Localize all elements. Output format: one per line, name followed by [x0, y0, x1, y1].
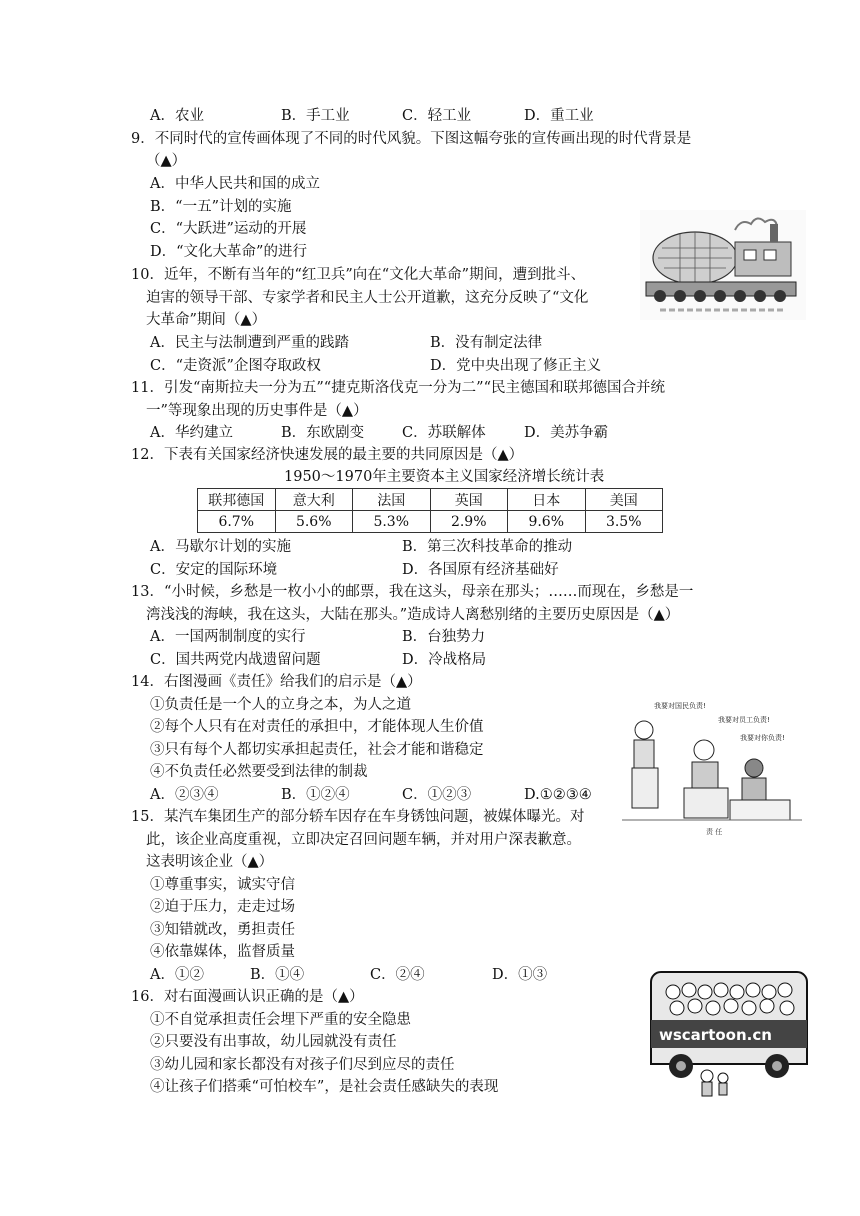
table-cell: 5.3% — [353, 511, 431, 533]
q10-option-a: A．民主与法制遭到严重的践踏 — [150, 335, 349, 351]
table-header-cell: 联邦德国 — [198, 489, 276, 511]
q8-option-b: B．手工业 — [281, 108, 350, 124]
q11-option-c: C．苏联解体 — [402, 425, 486, 441]
q8-option-c: C．轻工业 — [402, 108, 472, 124]
q9-option-b: B．“一五”计划的实施 — [150, 199, 292, 215]
q11-stem-line2: 一”等现象出现的历史事件是（▲） — [146, 403, 368, 419]
table-header-cell: 意大利 — [275, 489, 353, 511]
table-cell: 9.6% — [508, 511, 586, 533]
q9-stem-line1: 9．不同时代的宣传画体现了不同的时代风貌。下图这幅夸张的宣传画出现的时代背景是 — [131, 131, 692, 147]
table-cell: 2.9% — [430, 511, 508, 533]
q9-option-d: D．“文化大革命”的进行 — [150, 244, 307, 260]
responsibility-cartoon-image — [622, 690, 802, 840]
table-header-cell: 法国 — [353, 489, 431, 511]
q9-option-c: C．“大跃进”运动的开展 — [150, 221, 307, 237]
q15-item-4: ④依靠媒体，监督质量 — [150, 944, 295, 960]
q14-item-2: ②每个人只有在对责任的承担中，才能体现人生价值 — [150, 719, 484, 735]
q15-option-d: D．①③ — [492, 967, 548, 983]
q16-item-1: ①不自觉承担责任会埋下严重的安全隐患 — [150, 1012, 411, 1028]
q15-option-b: B．①④ — [250, 967, 305, 983]
q14-stem: 14．右图漫画《责任》给我们的启示是（▲） — [131, 674, 422, 690]
cartoon-speech-3: 我要对你负责! — [740, 734, 785, 742]
q11-option-a: A．华约建立 — [150, 425, 233, 441]
q15-stem-line2: 此，该企业高度重视，立即决定召回问题车辆，并对用户深表歉意。 — [146, 832, 581, 848]
q15-stem-line3: 这表明该企业（▲） — [146, 854, 274, 870]
q10-stem-line2: 迫害的领导干部、专家学者和民主人士公开道歉，这充分反映了“文化 — [146, 290, 589, 306]
q12-option-c: C．安定的国际环境 — [150, 562, 278, 578]
table-header-cell: 美国 — [585, 489, 663, 511]
q12-table-title: 1950～1970年主要资本主义国家经济增长统计表 — [284, 469, 605, 485]
cartoon-watermark: wscartoon.cn — [659, 1026, 772, 1044]
q15-option-c: C．②④ — [370, 967, 425, 983]
q14-item-4: ④不负责任必然要受到法律的制裁 — [150, 764, 368, 780]
cartoon-speech-2: 我要对员工负责! — [718, 716, 770, 724]
q13-stem-line2: 湾浅浅的海峡，我在这头，大陆在那头。”造成诗人离愁别绪的主要历史原因是（▲） — [146, 607, 680, 623]
q16-stem: 16．对右面漫画认识正确的是（▲） — [131, 989, 364, 1005]
q10-option-b: B．没有制定法律 — [430, 335, 543, 351]
q11-stem-line1: 11．引发“南斯拉夫一分为五”“捷克斯洛伐克一分为二”“民主德国和联邦德国合并统 — [131, 380, 666, 396]
q13-option-c: C．国共两党内战遗留问题 — [150, 652, 321, 668]
table-header-cell: 日本 — [508, 489, 586, 511]
table-cell: 3.5% — [585, 511, 663, 533]
q12-option-b: B．第三次科技革命的推动 — [402, 539, 573, 555]
table-header-row — [198, 489, 663, 511]
overcrowded-school-bus-cartoon-image — [647, 964, 813, 1106]
table-cell: 5.6% — [275, 511, 353, 533]
q10-option-d: D．党中央出现了修正主义 — [430, 358, 602, 374]
q14-item-1: ①负责任是一个人的立身之本，为人之道 — [150, 697, 411, 713]
q9-stem-line2: （▲） — [146, 153, 187, 169]
q10-option-c: C．“走资派”企图夺取政权 — [150, 358, 321, 374]
q9-option-a: A．中华人民共和国的成立 — [150, 176, 320, 192]
q11-option-b: B．东欧剧变 — [281, 425, 365, 441]
q10-stem-line1: 10．近年，不断有当年的“红卫兵”向在“文化大革命”期间，遭到批斗、 — [131, 267, 586, 283]
q15-item-3: ③知错就改，勇担责任 — [150, 922, 295, 938]
q13-option-a: A．一国两制制度的实行 — [150, 629, 306, 645]
q15-option-a: A．①② — [150, 967, 204, 983]
q14-item-3: ③只有每个人都切实承担起责任，社会才能和谐稳定 — [150, 742, 484, 758]
q12-option-a: A．马歇尔计划的实施 — [150, 539, 291, 555]
q13-option-d: D．冷战格局 — [402, 652, 487, 668]
table-header-cell: 英国 — [430, 489, 508, 511]
q14-option-c: C．①②③ — [402, 787, 472, 803]
q13-stem-line1: 13．“小时候，乡愁是一枚小小的邮票，我在这头，母亲在那头；……而现在，乡愁是一 — [131, 584, 694, 600]
q12-option-d: D．各国原有经济基础好 — [402, 562, 559, 578]
propaganda-poster-image — [640, 210, 806, 320]
table-cell: 6.7% — [198, 511, 276, 533]
q8-option-a: A．农业 — [150, 108, 204, 124]
economic-growth-table — [197, 488, 663, 533]
q15-item-1: ①尊重事实，诚实守信 — [150, 877, 295, 893]
q16-item-2: ②只要没有出事故，幼儿园就没有责任 — [150, 1034, 397, 1050]
q16-item-3: ③幼儿园和家长都没有对孩子们尽到应尽的责任 — [150, 1057, 455, 1073]
q15-item-2: ②迫于压力，走走过场 — [150, 899, 295, 915]
cartoon-caption: 责 任 — [706, 828, 723, 836]
q8-option-d: D．重工业 — [524, 108, 594, 124]
q12-stem: 12．下表有关国家经济快速发展的最主要的共同原因是（▲） — [131, 447, 524, 463]
q14-option-d: D.①②③④ — [524, 787, 592, 803]
q14-option-a: A．②③④ — [150, 787, 219, 803]
q15-stem-line1: 15．某汽车集团生产的部分轿车因存在车身锈蚀问题，被媒体曝光。对 — [131, 809, 585, 825]
table-row — [198, 511, 663, 533]
q13-option-b: B．台独势力 — [402, 629, 486, 645]
q10-stem-line3: 大革命”期间（▲） — [146, 312, 267, 328]
q16-item-4: ④让孩子们搭乘“可怕校车”，是社会责任感缺失的表现 — [150, 1079, 499, 1095]
q11-option-d: D．美苏争霸 — [524, 425, 609, 441]
q14-option-b: B．①②④ — [281, 787, 350, 803]
cartoon-speech-1: 我要对国民负责! — [654, 702, 706, 710]
